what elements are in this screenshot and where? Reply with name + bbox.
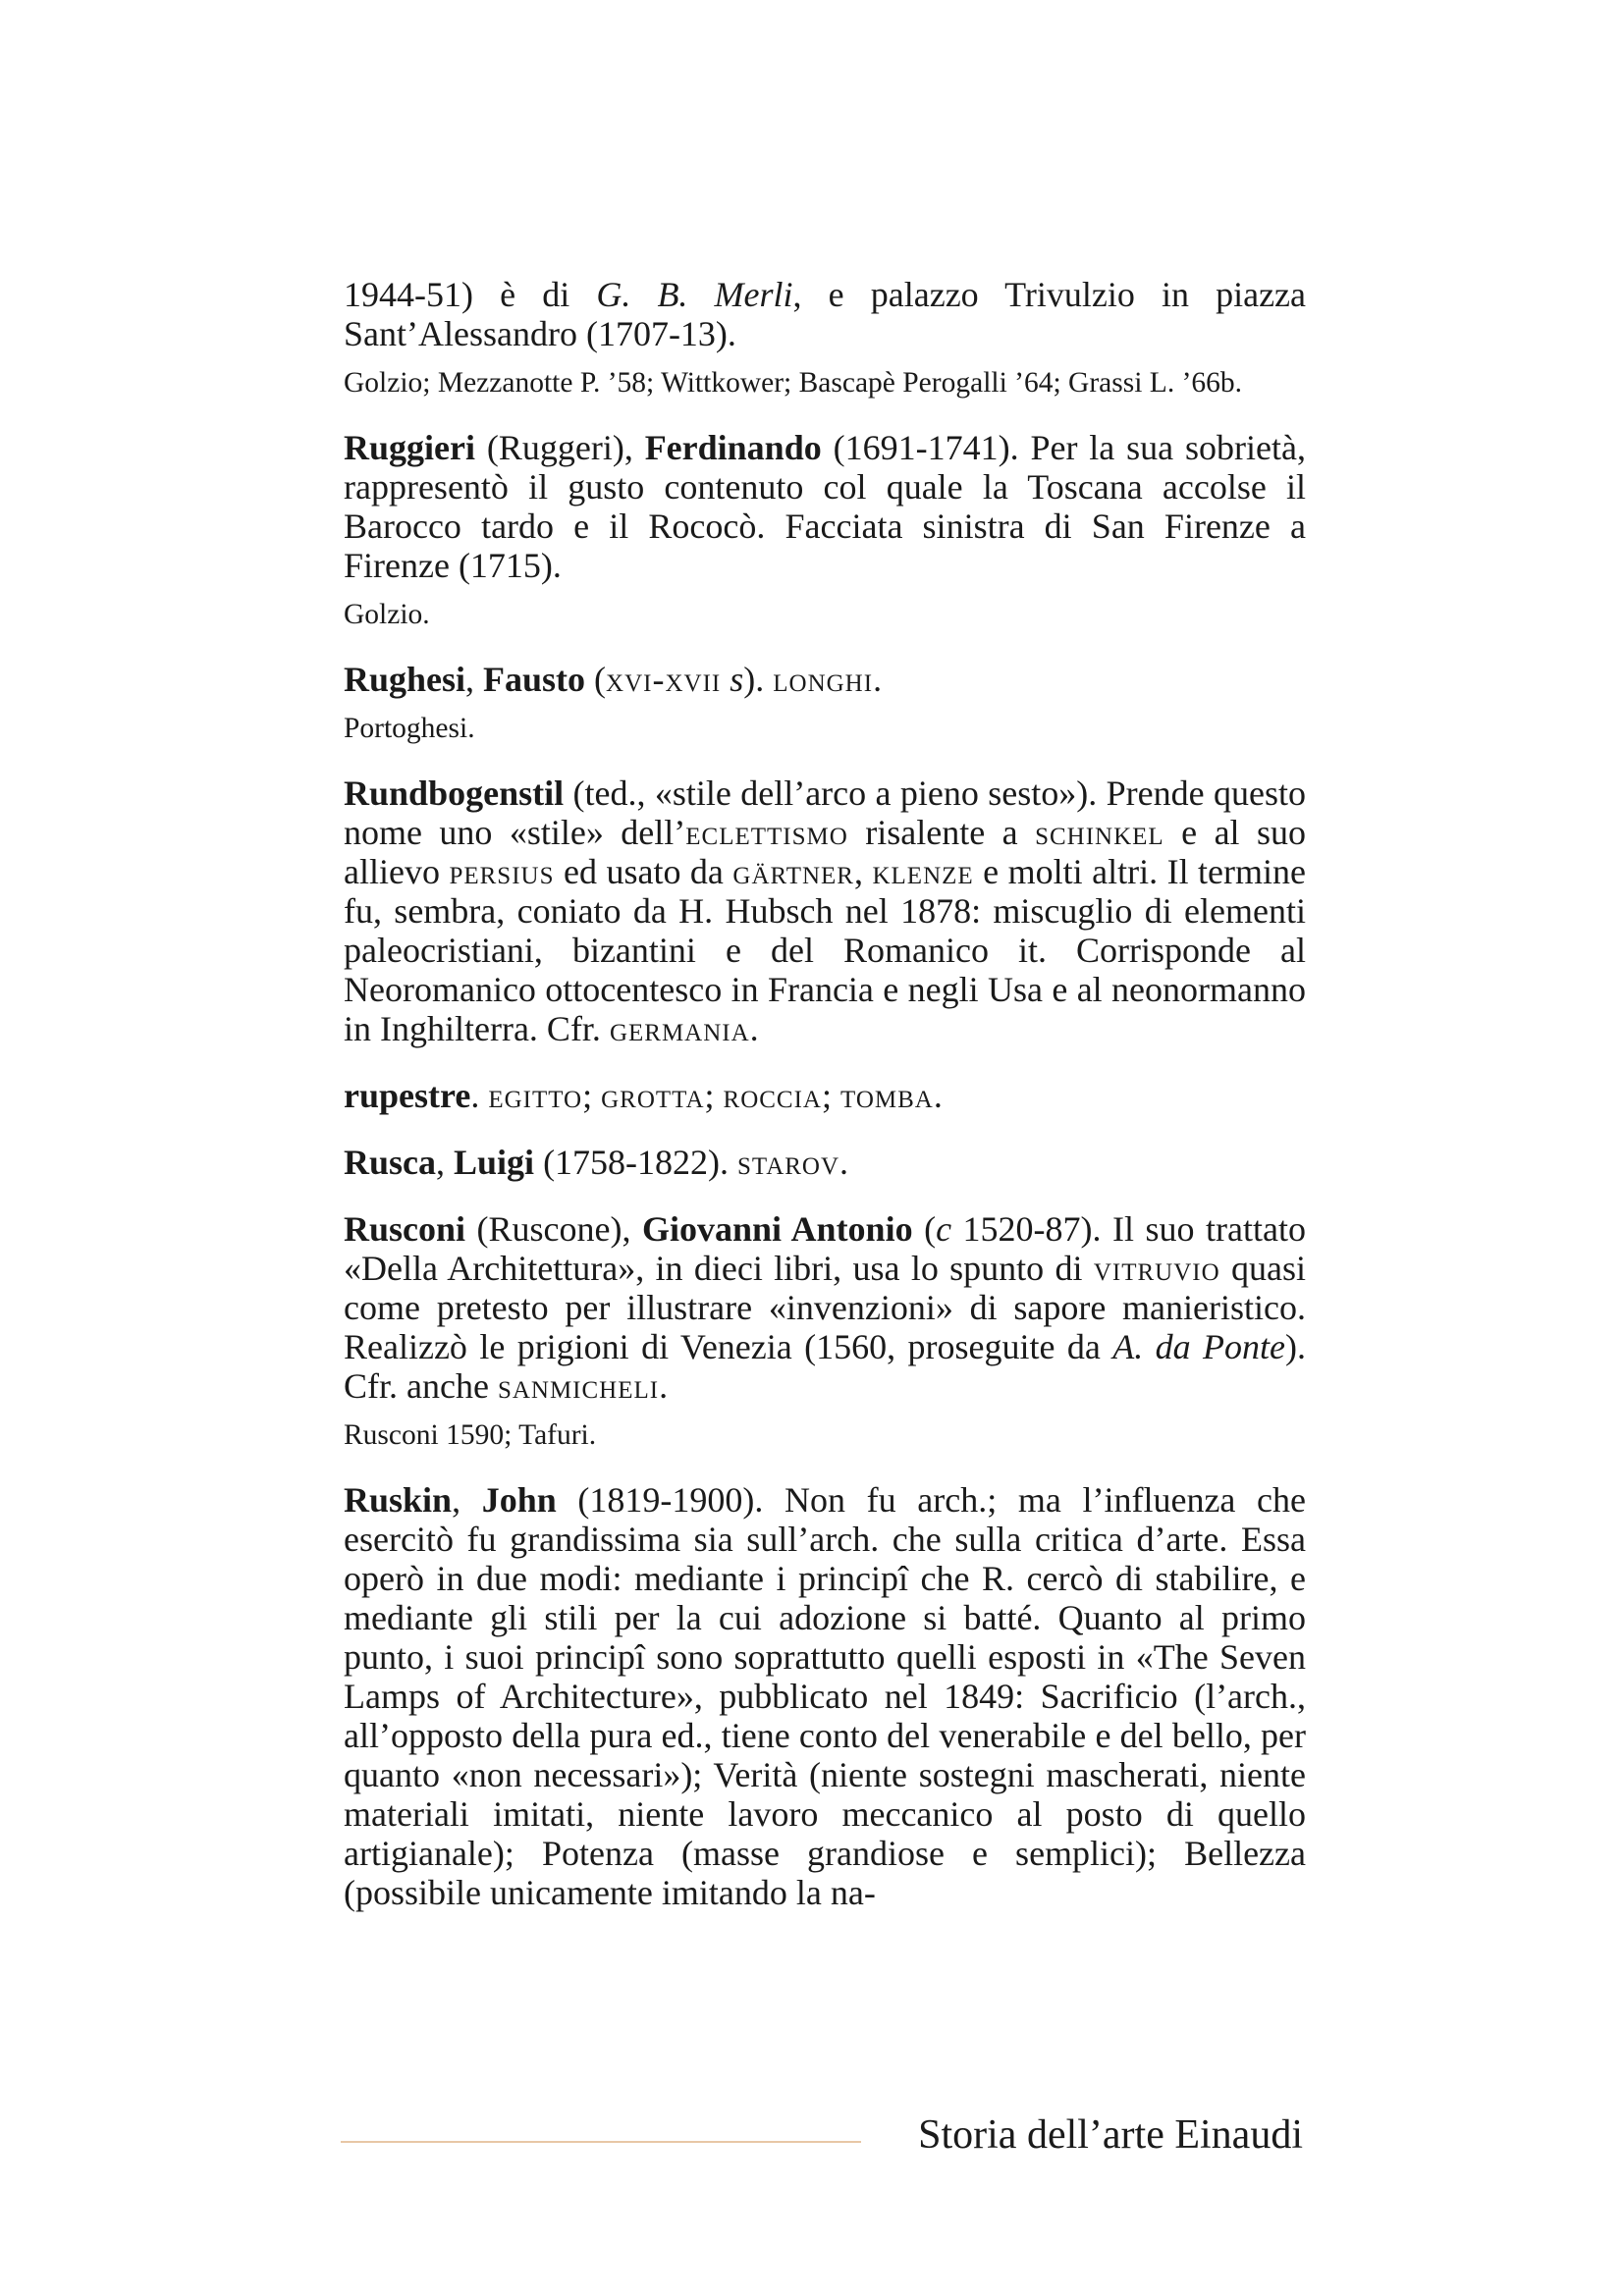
footer-title: Storia dell’arte Einaudi xyxy=(918,2112,1303,2158)
bibliography-note: Portoghesi. xyxy=(344,713,475,744)
dictionary-entry: Rundbogenstil (ted., «stile dell’arco a pieno sesto»). Prende questo nome uno «stile» dell’eclettismo risalente a schinkel e al suo allievo persius ed usato da gärtner, klenze e molti altri. Il termine fu, sembra, coniato da H. Hubsch nel 1878: miscuglio di elementi paleocristiani, bizantini e del Romanico it. Corrisponde al Neoromanico ottocentesco in Francia e negli Usa e al neonormanno in Inghilterra. Cfr. germania. xyxy=(344,774,1307,1048)
page-body xyxy=(344,275,1306,1912)
bibliography-note: Golzio; Mezzanotte P. ’58; Wittkower; Bascapè Perogalli ’64; Grassi L. ’66b. xyxy=(344,367,1243,399)
dictionary-entry: 1944-51) è di G. B. Merli, e palazzo Trivulzio in piazza Sant’Alessandro (1707-13). xyxy=(344,275,1307,353)
bibliography-note: Golzio. xyxy=(344,599,430,630)
dictionary-entry: Ruggieri (Ruggeri), Ferdinando (1691-1741). Per la sua sobrietà, rappresentò il gusto contenuto col quale la Toscana accolse il Barocco tardo e il Rococò. Facciata sinistra di San Firenze a Firenze (1715). xyxy=(344,428,1306,585)
dictionary-entry: Rusconi (Ruscone), Giovanni Antonio (c 1520-87). Il suo trattato «Della Architettura», in dieci libri, usa lo spunto di vitruvio quasi come pretesto per illustrare «invenzioni» di sapore manieristico. Realizzò le prigioni di Venezia (1560, proseguite da A. da Ponte). Cfr. anche sanmicheli. xyxy=(344,1209,1306,1406)
page-footer xyxy=(341,2110,1303,2169)
dictionary-entry: Ruskin, John (1819-1900). Non fu arch.; ma l’influenza che esercitò fu grandissima sia sull’arch. che sulla critica d’arte. Essa operò in due modi: mediante i principî che R. cercò di stabilire, e mediante gli stili per la cui adozione si batté. Quanto al primo punto, i suoi principî sono soprattutto quelli esposti in «The Seven Lamps of Architecture», pubblicato nel 1849: Sacrificio (l’arch., all’opposto della pura ed., tiene conto del venerabile e del bello, per quanto «non necessari»); Verità (niente sostegni mascherati, niente materiali imitati, niente lavoro meccanico al posto di quello artigianale); Potenza (masse grandiose e semplici); Bellezza (possibile unicamente imitando la na- xyxy=(344,1480,1306,1912)
footer-rule xyxy=(341,2141,861,2143)
dictionary-entry: Rughesi, Fausto (xvi-xvii s). longhi. xyxy=(344,660,883,699)
dictionary-entry: rupestre. egitto; grotta; roccia; tomba. xyxy=(344,1076,943,1115)
dictionary-entry: Rusca, Luigi (1758-1822). starov. xyxy=(344,1143,849,1182)
bibliography-note: Rusconi 1590; Tafuri. xyxy=(344,1419,597,1451)
